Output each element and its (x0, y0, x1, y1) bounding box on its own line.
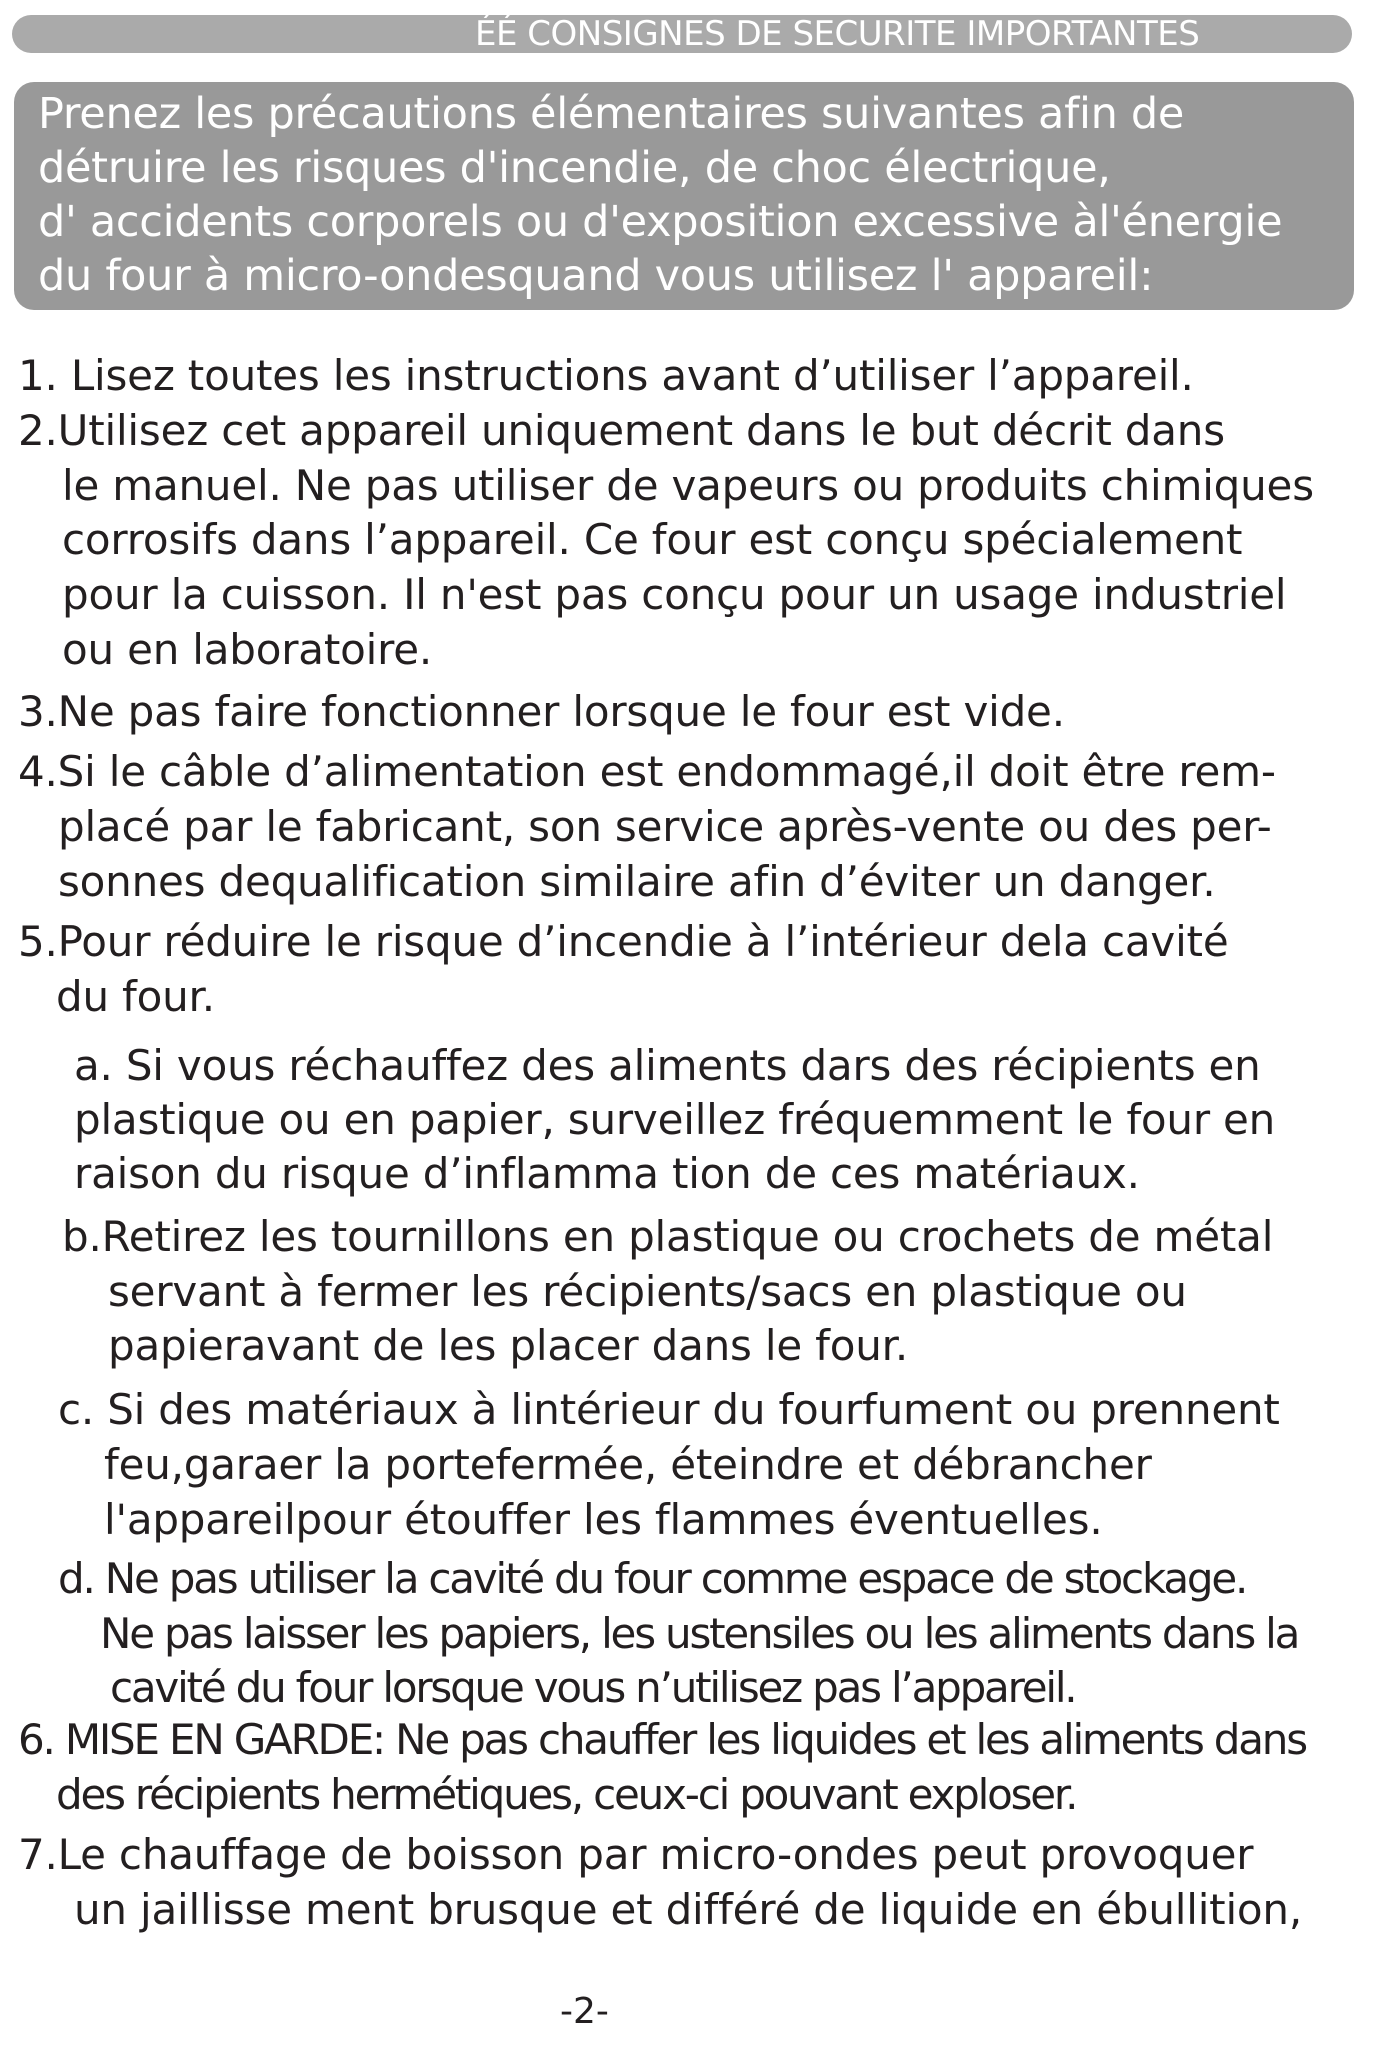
list-item: 4.Si le câble d’alimentation est endommagé,il doit être rem- (18, 747, 1276, 796)
list-item: raison du risque d’inflamma tion de ces matériaux. (74, 1149, 1140, 1198)
list-item: le manuel. Ne pas utiliser de vapeurs ou produits chimiques (62, 461, 1314, 510)
list-item: cavité du four lorsque vous n’utilisez pas l’appareil. (110, 1663, 1076, 1712)
list-item: a. Si vous réchauffez des aliments dars des récipients en (74, 1041, 1261, 1090)
list-item: papieravant de les placer dans le four. (108, 1321, 908, 1370)
list-item: 3.Ne pas faire fonctionner lorsque le four est vide. (18, 687, 1065, 736)
list-item: un jaillisse ment brusque et différé de liquide en ébullition, (74, 1885, 1302, 1934)
list-item: des récipients hermétiques, ceux-ci pouvant exploser. (56, 1770, 1077, 1819)
list-item: 1. Lisez toutes les instructions avant d’utiliser l’appareil. (18, 351, 1194, 400)
list-item: sonnes dequalification similaire afin d’éviter un danger. (58, 857, 1216, 906)
list-item: ou en laboratoire. (62, 625, 433, 674)
list-item: servant à fermer les récipients/sacs en plastique ou (108, 1267, 1187, 1316)
list-item: b.Retirez les tournillons en plastique ou crochets de métal (62, 1212, 1274, 1261)
list-item: Ne pas laisser les papiers, les ustensiles ou les aliments dans la (100, 1609, 1299, 1658)
list-item: corrosifs dans l’appareil. Ce four est conçu spécialement (62, 515, 1243, 564)
list-item: l'appareilpour étouffer les flammes éventuelles. (104, 1495, 1103, 1544)
list-item: c. Si des matériaux à lintérieur du fourfument ou prennent (58, 1385, 1280, 1434)
list-item: du four. (56, 972, 215, 1021)
page-number: -2- (560, 1991, 609, 2032)
intro-line: d' accidents corporels ou d'exposition excessive àl'énergie (38, 197, 1283, 247)
list-item: plastique ou en papier, surveillez fréquemment le four en (74, 1095, 1276, 1144)
intro-line: Prenez les précautions élémentaires suivantes afin de (38, 89, 1185, 139)
list-item: 6. MISE EN GARDE: Ne pas chauffer les liquides et les aliments dans (18, 1715, 1306, 1764)
intro-line: détruire les risques d'incendie, de choc électrique, (38, 143, 1111, 193)
list-item: 5.Pour réduire le risque d’incendie à l’intérieur dela cavité (18, 917, 1229, 966)
list-item: feu,garaer la portefermée, éteindre et débrancher (104, 1440, 1152, 1489)
list-item: d. Ne pas utiliser la cavité du four comme espace de stockage. (58, 1554, 1247, 1603)
list-item: 2.Utilisez cet appareil uniquement dans le but décrit dans (18, 406, 1225, 455)
list-item: pour la cuisson. Il n'est pas conçu pour un usage industriel (62, 570, 1287, 619)
page-title: ÉÉ CONSIGNES DE SECURITE IMPORTANTES (475, 14, 1200, 54)
intro-line: du four à micro-ondesquand vous utilisez l' appareil: (38, 251, 1154, 301)
list-item: 7.Le chauffage de boisson par micro-ondes peut provoquer (18, 1830, 1254, 1879)
list-item: placé par le fabricant, son service après-vente ou des per- (58, 802, 1272, 851)
